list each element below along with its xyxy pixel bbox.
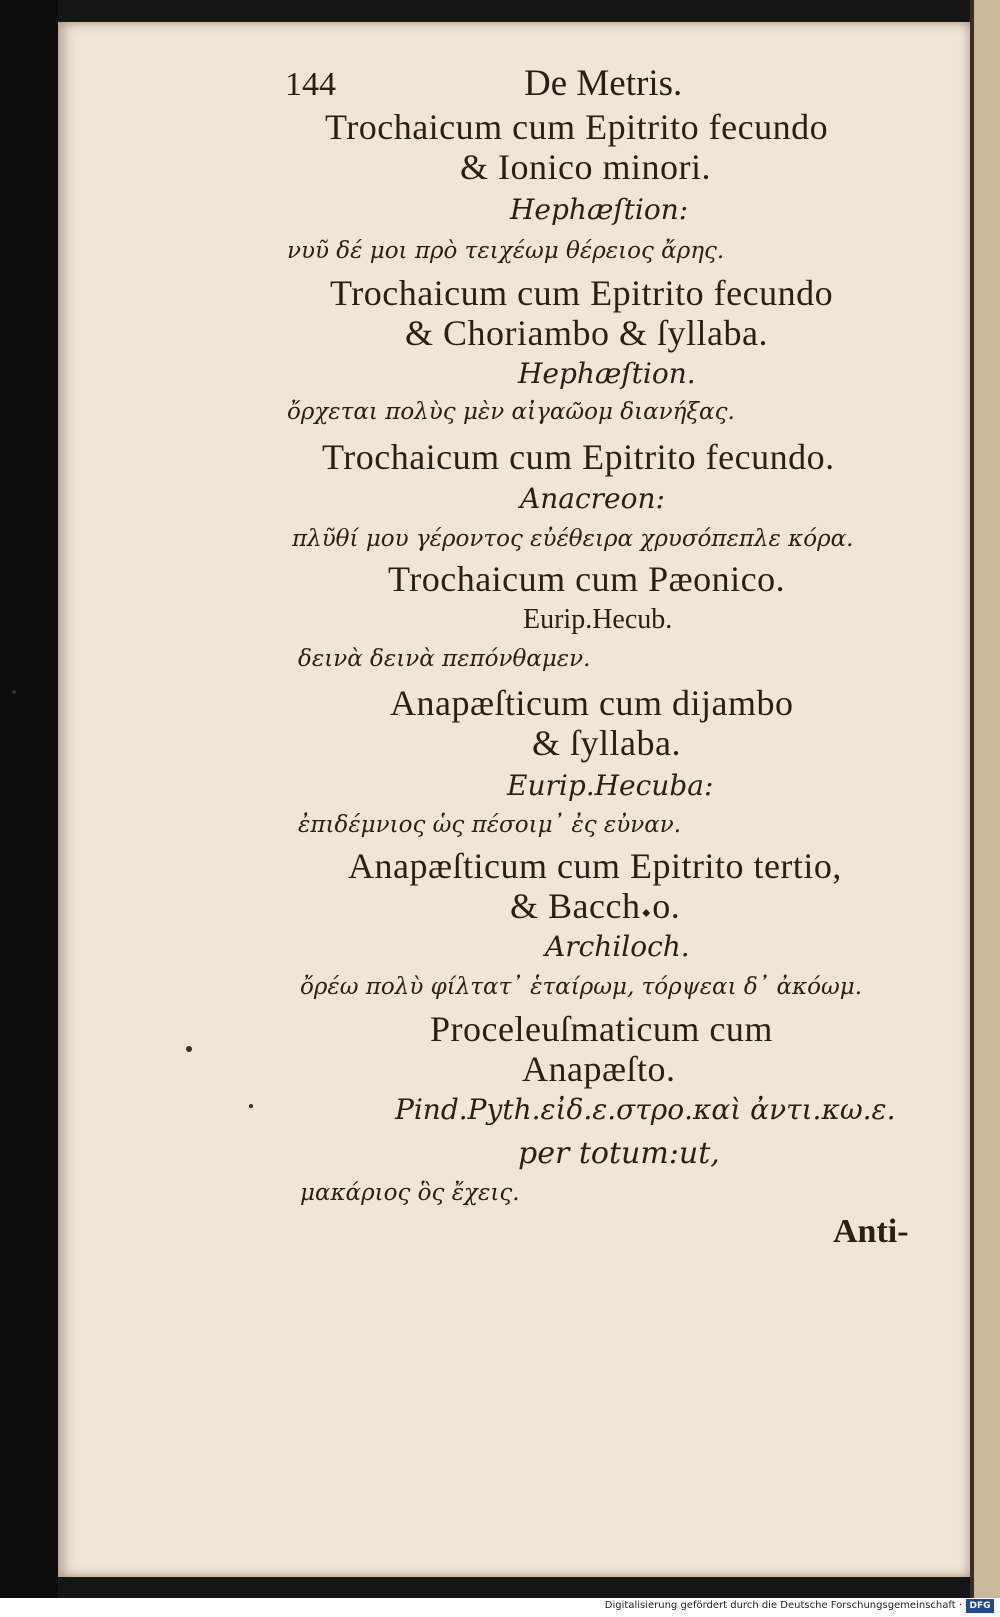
next-page-edge <box>970 0 1000 1600</box>
entry-heading: & Choriambo & ſyllaba. <box>405 313 768 353</box>
entry-source: Hephæſtion. <box>518 357 696 390</box>
verse-prefix: per totum:ut, <box>518 1136 720 1171</box>
entry-heading: Trochaicum cum Epitrito fecundo. <box>322 437 835 477</box>
greek-verse: πλῦθί μου γέροντος εὐέθειρα χρυσόπεπλε κόρα. <box>292 526 854 552</box>
greek-verse: νυῦ δέ μοι πρὸ τειχέωμ θέρειος ἄρης. <box>287 238 725 264</box>
entry-heading: Trochaicum cum Pæonico. <box>388 559 786 599</box>
entry-heading: & Ionico minori. <box>460 147 711 187</box>
greek-verse: ἐπιδέμνιος ὡς πέσοιμ᾽ ἐς εὐναν. <box>298 812 682 838</box>
entry-source: Eurip.Hecub. <box>523 604 673 635</box>
entry-heading: & Bacch𝆺o. <box>510 886 681 926</box>
ink-speck <box>12 690 16 694</box>
entry-source: Hephæſtion: <box>510 193 689 226</box>
entry-heading: Proceleuſmaticum cum <box>430 1009 773 1049</box>
greek-verse: μακάριος ὃς ἔχεις. <box>300 1180 520 1206</box>
page-number: 144 <box>285 66 336 103</box>
running-title: De Metris. <box>524 63 683 104</box>
greek-verse: δεινὰ δεινὰ πεπόνθαμεν. <box>298 646 591 672</box>
entry-heading: Trochaicum cum Epitrito fecundo <box>325 107 829 147</box>
entry-source: Eurip.Hecuba: <box>507 769 714 802</box>
catchword: Anti- <box>833 1213 909 1250</box>
greek-verse: ὄρχεται πολὺς μὲν αἰγαῶομ διανήξας. <box>287 399 735 425</box>
entry-source: Anacreon: <box>520 482 665 515</box>
binding-shadow <box>0 0 58 1600</box>
entry-heading: Anapæſticum cum Epitrito tertio, <box>348 846 842 886</box>
ink-speck <box>249 1104 253 1108</box>
entry-source: Pind.Pyth.εἰδ.ε.στρο.καὶ ἀντι.κω.ε. <box>395 1093 896 1126</box>
entry-heading: Trochaicum cum Epitrito fecundo <box>330 273 834 313</box>
entry-source: Archiloch. <box>545 930 690 963</box>
dfg-logo: DFG <box>966 1599 994 1613</box>
entry-heading: & ſyllaba. <box>532 723 681 763</box>
greek-verse: ὄρέω πολὺ φίλτατ᾽ ἑταίρωμ, τόρψεαι δ᾽ ἀκόωμ. <box>300 974 863 1000</box>
ink-speck <box>186 1046 192 1052</box>
entry-heading: Anapæſticum cum dijambo <box>390 683 794 723</box>
entry-heading: Anapæſto. <box>522 1049 676 1089</box>
footer-credit: Digitalisierung gefördert durch die Deutsche Forschungsgemeinschaft · <box>604 1600 962 1611</box>
